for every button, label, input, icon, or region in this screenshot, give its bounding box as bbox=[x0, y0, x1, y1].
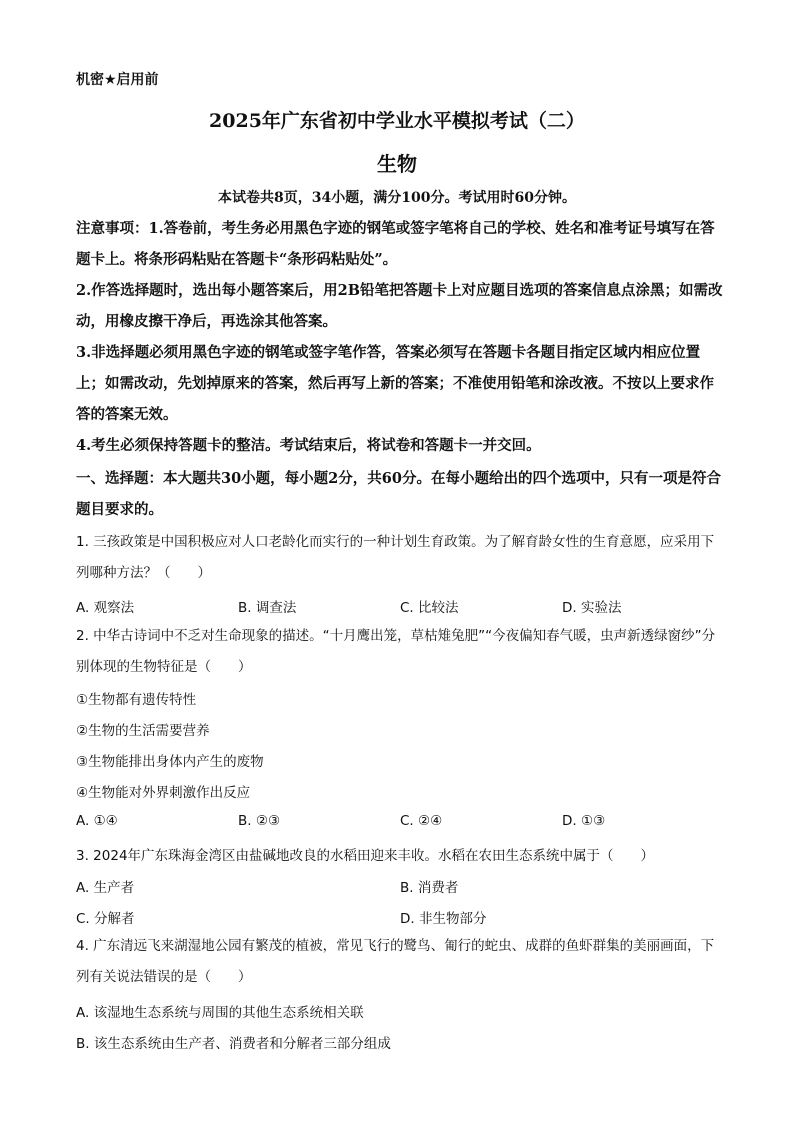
q3-option-b: B. 消费者 bbox=[400, 880, 459, 896]
q1-option-c: C. 比较法 bbox=[400, 600, 459, 616]
q1-option-b: B. 调查法 bbox=[238, 600, 297, 616]
question-1-stem: 1. 三孩政策是中国积极应对人口老龄化而实行的一种计划生育政策。为了解育龄女性的生育意愿，应采用下列哪种方法？（ ） bbox=[76, 534, 715, 581]
q2-statement-1: ①生物都有遗传特性 bbox=[76, 692, 197, 708]
section-heading: 一、选择题：本大题共30小题，每小题2分，共60分。在每小题给出的四个选项中，只有一项是符合题目要求的。 bbox=[76, 470, 721, 518]
question-3-stem: 3. 2024年广东珠海金湾区由盐碱地改良的水稻田迎来丰收。水稻在农田生态系统中属于（ ） bbox=[76, 848, 655, 864]
subject-title: 生物 bbox=[377, 152, 417, 176]
q3-option-d: D. 非生物部分 bbox=[400, 911, 487, 927]
q2-option-c: C. ②④ bbox=[400, 813, 443, 829]
q3-option-c: C. 分解者 bbox=[76, 911, 135, 927]
question-3-options-row-1 bbox=[76, 876, 726, 898]
notice-item-3: 3.非选择题必须用黑色字迹的钢笔或签字笔作答，答案必须写在答题卡各题目指定区域内相应位置上；如需改动，先划掉原来的答案，然后再写上新的答案；不准使用铅笔和涂改液。不按以上要求作答的答案无效。 bbox=[76, 344, 714, 423]
notice-item-1: 注意事项：1.答卷前，考生务必用黑色字迹的钢笔或签字笔将自己的学校、姓名和准考证号填写在答题卡上。将条形码粘贴在答题卡“条形码粘贴处”。 bbox=[76, 220, 715, 268]
q2-option-d: D. ①③ bbox=[562, 813, 606, 829]
q2-option-a: A. ①④ bbox=[76, 813, 118, 829]
q4-option-b: B. 该生态系统由生产者、消费者和分解者三部分组成 bbox=[76, 1036, 391, 1052]
question-3-options-row-2 bbox=[76, 907, 726, 929]
question-2-options bbox=[76, 813, 726, 835]
question-4-stem: 4. 广东清远飞来湖湿地公园有繁茂的植被，常见飞行的鹭鸟、匍行的蛇虫、成群的鱼虾群集的美丽画面，下列有关说法错误的是（ ） bbox=[76, 938, 715, 985]
q4-option-a: A. 该湿地生态系统与周围的其他生态系统相关联 bbox=[76, 1005, 364, 1021]
secret-mark: 机密★启用前 bbox=[76, 72, 159, 88]
notice-item-4: 4.考生必须保持答题卡的整洁。考试结束后，将试卷和答题卡一并交回。 bbox=[76, 437, 541, 454]
exam-title: 2025年广东省初中学业水平模拟考试（二） bbox=[209, 110, 585, 132]
exam-meta: 本试卷共8页，34小题，满分100分。考试用时60分钟。 bbox=[218, 190, 576, 206]
q3-option-a: A. 生产者 bbox=[76, 880, 135, 896]
notice-block bbox=[76, 213, 726, 461]
q1-option-d: D. 实验法 bbox=[562, 600, 622, 616]
q2-option-b: B. ②③ bbox=[238, 813, 281, 829]
q2-statement-4: ④生物能对外界刺激作出反应 bbox=[76, 785, 251, 801]
q1-option-a: A. 观察法 bbox=[76, 600, 135, 616]
question-2-stem: 2. 中华古诗词中不乏对生命现象的描述。“十月鹰出笼，草枯雉兔肥”“今夜偏知春气暖，虫声新透绿窗纱”分别体现的生物特征是（ ） bbox=[76, 628, 716, 675]
q2-statement-3: ③生物能排出身体内产生的废物 bbox=[76, 754, 264, 770]
q2-statement-2: ②生物的生活需要营养 bbox=[76, 723, 210, 739]
question-1-options bbox=[76, 596, 726, 618]
notice-item-2: 2.作答选择题时，选出每小题答案后，用2B铅笔把答题卡上对应题目选项的答案信息点涂黑；如需改动，用橡皮擦干净后，再选涂其他答案。 bbox=[76, 282, 723, 330]
